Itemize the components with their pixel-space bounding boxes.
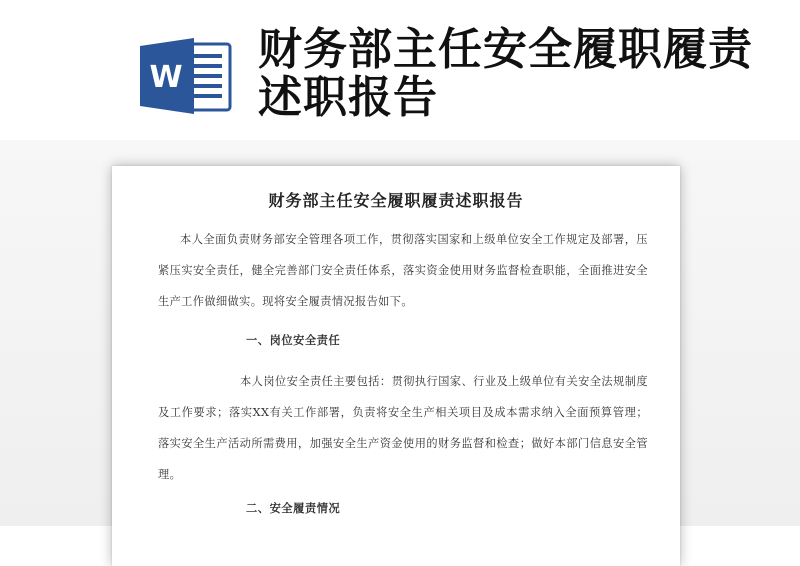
- word-document-icon: [138, 36, 234, 116]
- section-heading-2: 二、安全履责情况: [246, 501, 341, 515]
- header-banner: [0, 0, 800, 140]
- intro-paragraph: 本人全面负责财务部安全管理各项工作，贯彻落实国家和上级单位安全工作规定及部署，压紧压实安全责任，健全完善部门安全责任体系，落实资金使用财务监督检查职能，全面推进安全生产工作做细做实。现将安全履责情况报告如下。: [158, 233, 648, 308]
- document-page: [112, 166, 680, 566]
- section1-paragraph: 本人岗位安全责任主要包括：贯彻执行国家、行业及上级单位有关安全法规制度及工作要求；落实XX有关工作部署，负责将安全生产相关项目及成本需求纳入全面预算管理；落实安全生产活动所需费用，加强安全生产资金使用的财务监督和检查；做好本部门信息安全管理。: [158, 375, 648, 481]
- section-heading-1: 一、岗位安全责任: [246, 333, 341, 347]
- word-icon-letter: W: [149, 60, 183, 95]
- page-heading: 财务部主任安全履职履责述职报告: [268, 191, 524, 210]
- document-title: 财务部主任安全履职履责述职报告: [258, 24, 753, 123]
